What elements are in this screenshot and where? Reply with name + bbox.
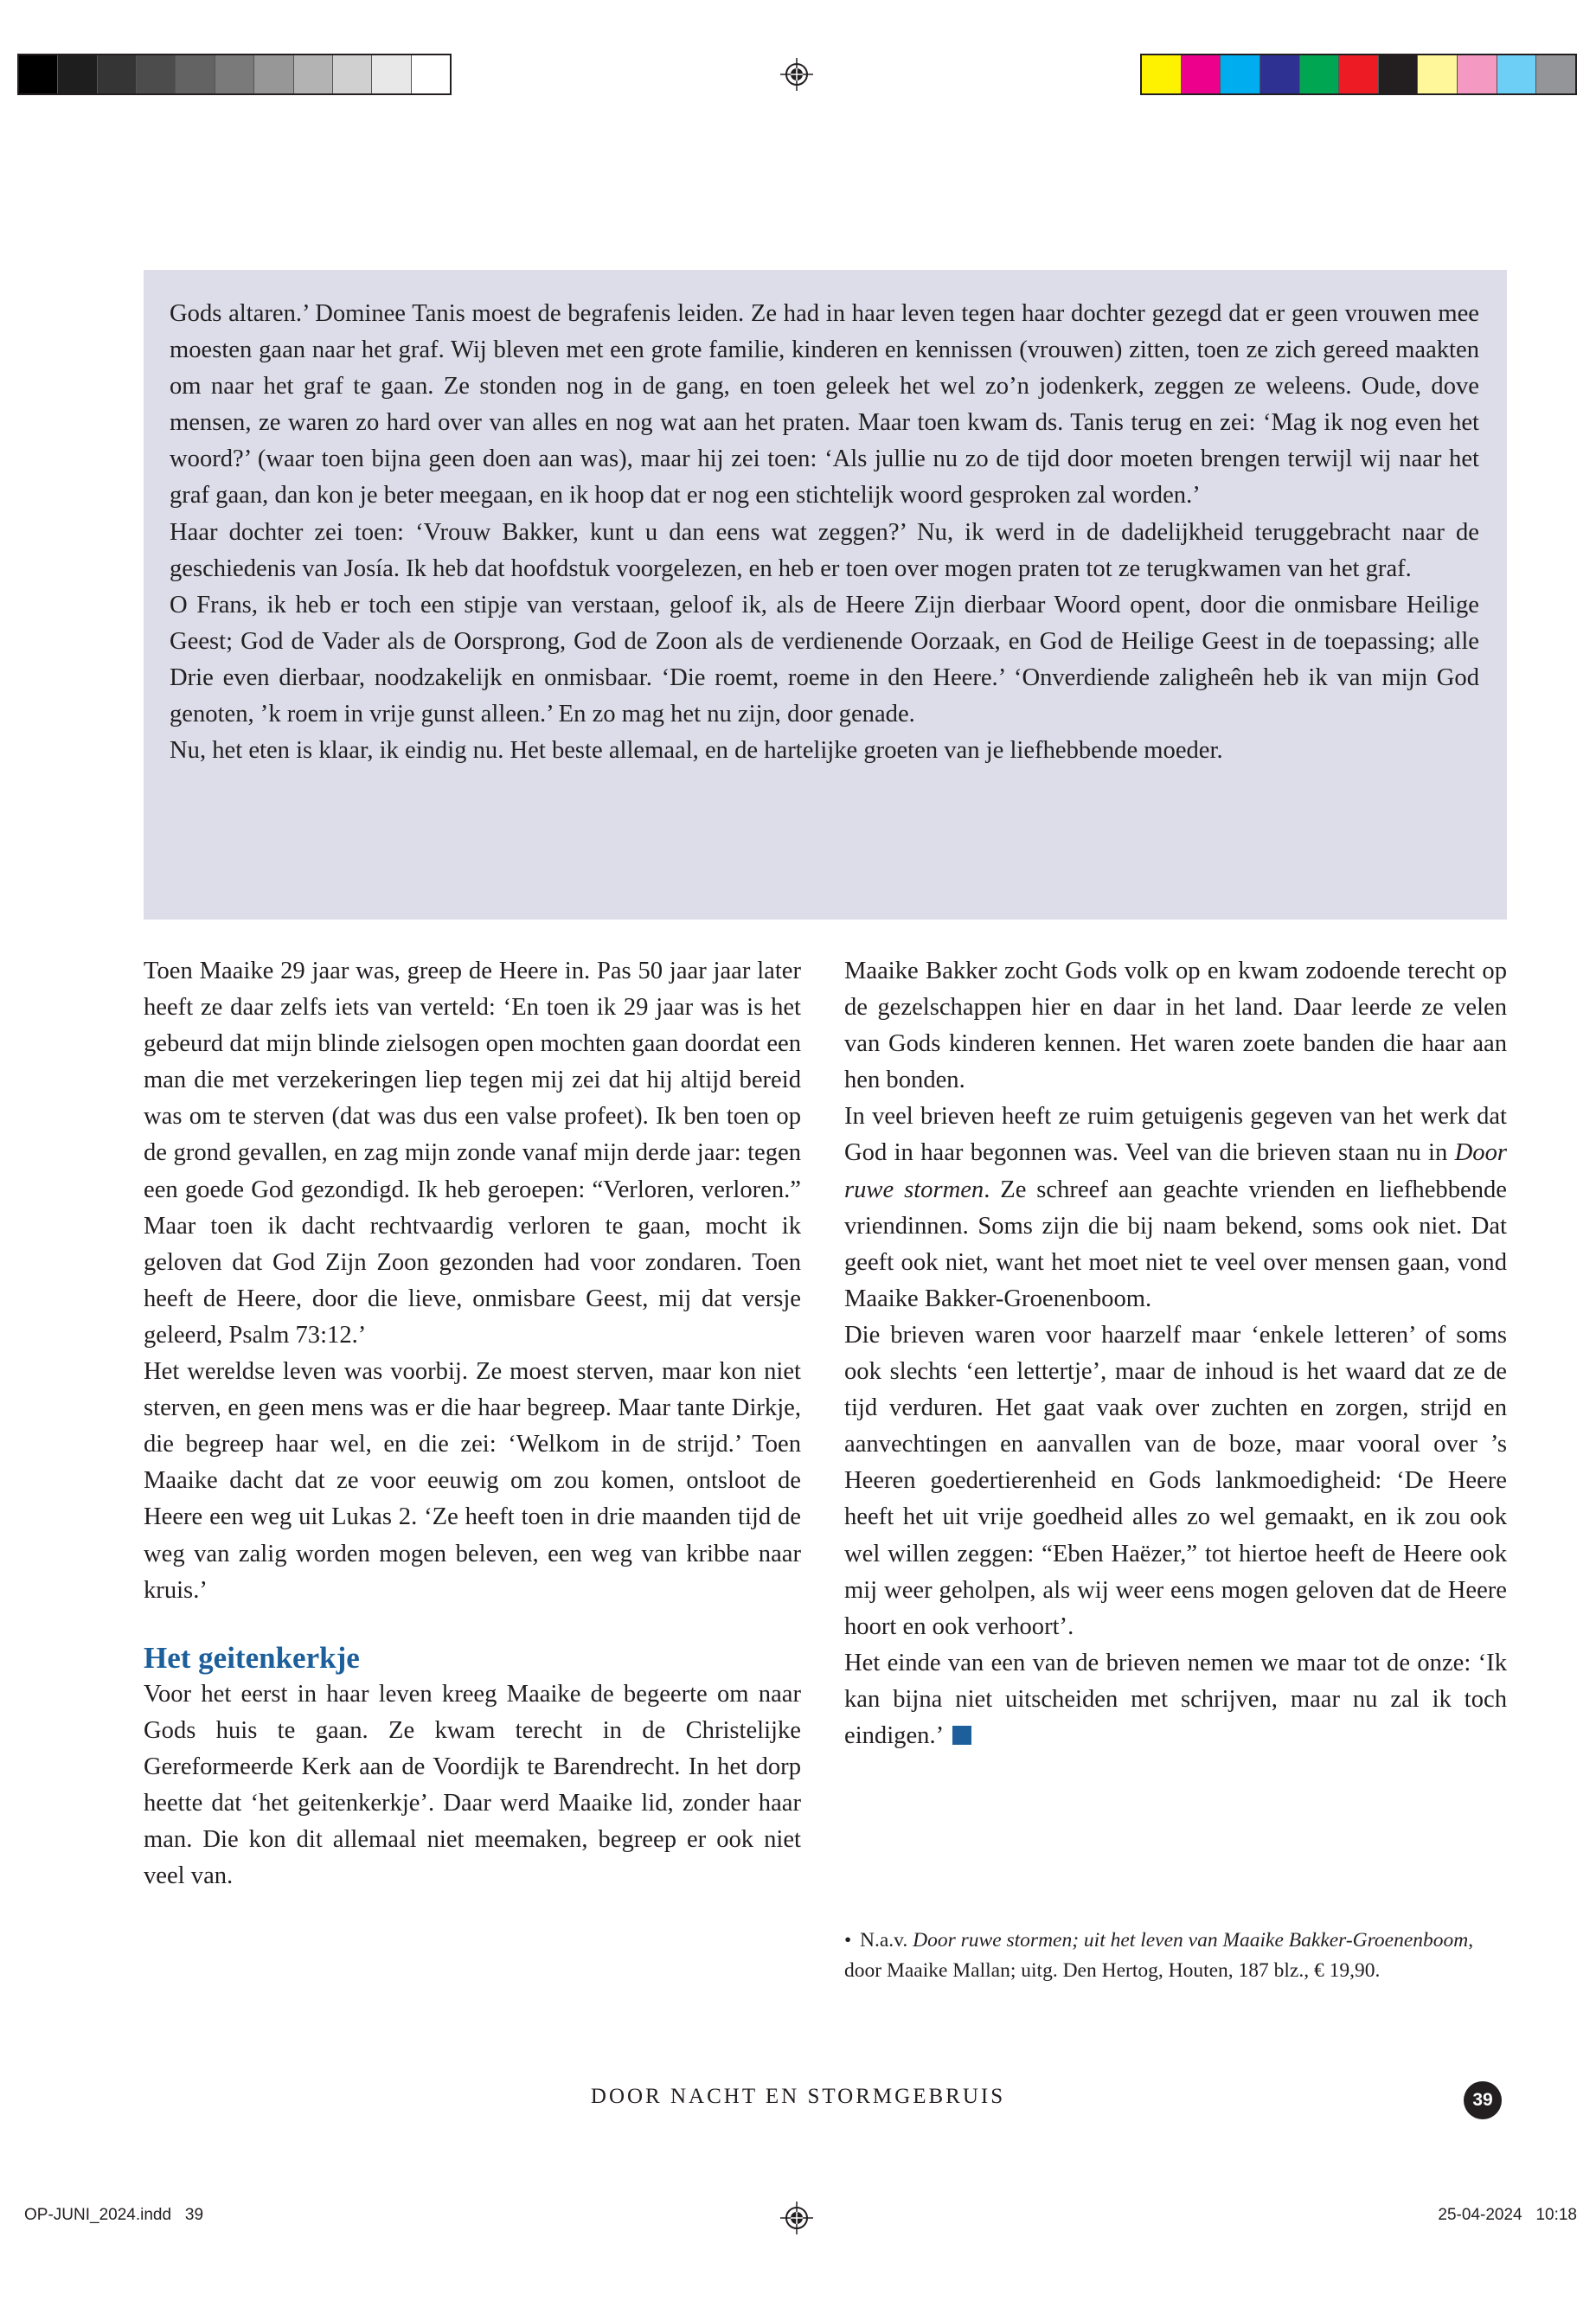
end-of-article-icon [952,1726,971,1745]
color-swatch [1339,55,1379,93]
registration-mark-icon [780,2202,813,2234]
slug-date-time: 25-04-2024 10:18 [1438,2206,1577,2224]
body-paragraph [844,1645,1507,1754]
color-swatch [412,55,450,93]
body-paragraph: Die brieven waren voor haarzelf maar ‘enkele letteren’ of soms ook slechts ‘een lettertje’, maar de inhoud is het waard dat ze de tijd verduren. Het gaat vaak over zuchten en zorgen, strijd en aanvechtingen en aanvallen van de boze, maar vooral over ’s Heeren goedertierenheid en Gods lankmoedigheid: ‘De Heere heeft het uit vrije goedheid alles zo wel gemaakt, en ik zou ook wel willen zeggen: “Eben Haëzer,” tot hiertoe heeft de Heere ook mij weer geholpen, als wij weer eens mogen geloven dat de Heere hoort en ook verhoort’. [844,1321,1507,1640]
text-run: . Ze schreef aan geachte vrienden en liefhebbende vriendinnen. Soms zijn die bij naam bekend, soms ook niet. Dat geeft ook niet, want het moet niet te veel over mensen gaan, vond Maaike Bakker-Groenenboom. [844,1176,1507,1312]
text-run: Het einde van een van de brieven nemen we maar tot de onze: ‘Ik kan bijna niet uitscheiden met schrijven, maar nu zal ik toch eindigen.’ [844,1649,1507,1749]
footnote-prefix: N.a.v. [860,1929,913,1952]
text-run: In veel brieven heeft ze ruim getuigenis gegeven van het werk dat God in haar begonnen was. Veel van die brieven staan nu in [844,1103,1507,1167]
body-paragraph: Het wereldse leven was voorbij. Ze moest sterven, maar kon niet sterven, en geen mens was er die haar begreep. Maar tante Dirkje, die begreep haar wel, en die zei: ‘Welkom in de strijd.’ Toen Maaike dacht dat ze voor eeuwig om zou komen, ontsloot de Heere een weg uit Lukas 2. ‘Ze heeft toen in drie maanden tijd de weg van zalig worden mogen beleven, een weg van kribbe naar kruis.’ [144,1358,801,1604]
color-swatch [294,55,333,93]
color-swatch [98,55,137,93]
color-swatch [1458,55,1497,93]
color-swatch [137,55,176,93]
body-paragraph: Maaike Bakker zocht Gods volk op en kwam zodoende terecht op de gezelschappen hier en daar in het land. Daar leerde ze velen van Gods kinderen kennen. Het waren zoete banden die haar aan hen bonden. [844,958,1507,1094]
section-heading: Het geitenkerkje [144,1640,360,1675]
slug-file-info: OP-JUNI_2024.indd 39 [24,2206,204,2224]
color-swatch [1418,55,1458,93]
bullet-icon: • [844,1929,852,1952]
color-swatch [254,55,293,93]
color-swatch [1497,55,1537,93]
letter-paragraph: Gods altaren.’ Dominee Tanis moest de begrafenis leiden. Ze had in haar leven tegen haar dochter gezegd dat er geen vrouwen mee moesten gaan naar het graf. Wij bleven met een grote familie, kinderen en kennissen (vrouwen) zitten, toen ze zich gereed maakten om naar het graf te gaan. Ze stonden nog in de gang, en toen geleek het wel zo’n jodenkerk, zeggen ze weleens. Oude, dove mensen, ze waren zo hard over van alles en nog wat aan het praten. Maar toen kwam ds. Tanis terug en zei: ‘Mag ik nog even het woord?’ (waar toen bijna geen doen aan was), maar hij zei toen: ‘Als jullie nu zo de tijd door moeten brengen terwijl wij naar het graf gaan, dan kon je beter meegaan, en ik hoop dat er nog een stichtelijk woord gesproken zal worden.’ [170,300,1479,510]
running-title: DOOR NACHT EN STORMGEBRUIS [590,2085,1006,2108]
letter-paragraph: Nu, het eten is klaar, ik eindig nu. Het beste allemaal, en de hartelijke groeten van je liefhebbende moeder. [170,737,1223,765]
color-swatch [333,55,372,93]
color-swatch [372,55,411,93]
color-swatch [176,55,215,93]
color-swatch [58,55,97,93]
footnote-suffix: , door Maaike Mallan; uitg. Den Hertog, Houten, 187 blz., € 19,90. [844,1929,1474,1982]
letter-paragraph: Haar dochter zei toen: ‘Vrouw Bakker, kunt u dan eens wat zeggen?’ Nu, ik werd in de dadelijkheid teruggebracht naar de geschiedenis van Josía. Ik heb dat hoofdstuk voorgelezen, en heb er toen over mogen praten tot ze terugkwamen van het graf. [170,518,1479,582]
footnote-book-title: Door ruwe stormen; uit het leven van Maaike Bakker-Groenenboom [913,1929,1469,1952]
body-paragraph: Toen Maaike 29 jaar was, greep de Heere in. Pas 50 jaar jaar later heeft ze daar zelfs iets van verteld: ‘En toen ik 29 jaar was is het gebeurd dat mijn blinde zielsogen open mochten gaan doordat een man die met verzekeringen liep tegen mij zei dat hij altijd bereid was om te sterven (dat was dus een valse profeet). Ik ben toen op de grond gevallen, en zag mijn zonde vanaf mijn derde jaar: tegen een goede God gezondigd. Ik heb geroepen: “Verloren, verloren.” Maar toen ik dacht rechtvaardig verloren te gaan, mocht ik geloven dat God Zijn Zoon gezonden had voor zondaren. Toen heeft de Heere, door die lieve, onmisbare Geest, mij dat versje geleerd, Psalm 73:12.’ [144,958,801,1349]
registration-mark-icon [780,58,813,91]
left-column [144,953,801,1894]
body-paragraph: Voor het eerst in haar leven kreeg Maaike de begeerte om naar Gods huis te gaan. Ze kwam terecht in de Christelijke Gereformeerde Kerk aan de Voordijk te Barendrecht. In het dorp heette dat ‘het geitenkerkje’. Daar werd Maaike lid, zonder haar man. Die kon dit allemaal niet meemaken, begreep er ook niet veel van. [144,1680,801,1890]
page-number-badge: 39 [1464,2081,1502,2119]
color-swatch [1142,55,1182,93]
right-column [844,953,1507,1754]
cmyk-color-bar [1140,54,1577,95]
color-swatch [1379,55,1419,93]
letter-paragraph: O Frans, ik heb er toch een stipje van verstaan, geloof ik, als de Heere Zijn dierbaar Woord opent, door die onmisbare Heilige Geest; God de Vader als de Oorsprong, God de Zoon als de verdienende Oorzaak, en God de Heilige Geest in de toepassing; alle Drie even dierbaar, noodzakelijk en onmisbaar. ‘Die roemt, roeme in den Heere.’ ‘Onverdiende zaligheên heb ik van mijn God genoten, ’k roem in vrije gunst alleen.’ En zo mag het nu zijn, door genade. [170,591,1479,728]
grayscale-color-bar [17,54,452,95]
color-swatch [1300,55,1340,93]
footnote [844,1926,1507,1985]
color-swatch [1182,55,1221,93]
book-title: Door ruwe stormen [844,1139,1507,1203]
color-swatch [215,55,254,93]
color-swatch [1260,55,1300,93]
color-swatch [1536,55,1575,93]
color-swatch [19,55,58,93]
color-swatch [1221,55,1260,93]
letter-quote-box [144,270,1507,920]
body-paragraph [844,1099,1507,1317]
